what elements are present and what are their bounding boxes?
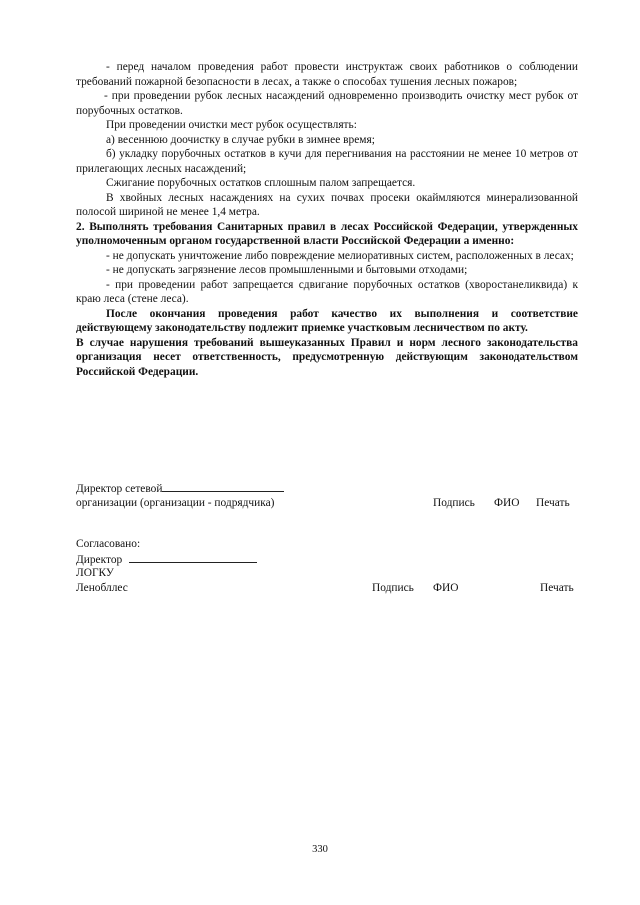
signature-fio-label: ФИО xyxy=(494,496,520,509)
paragraph-fire-instruction: - перед началом проведения работ провести инструктаж своих работников о соблюдении требований пожарной безопасности в лесах, а также о способах тушения лесных пожаров; xyxy=(76,61,578,88)
paragraph-item-a: а) весеннюю доочистку в случае рубки в зимнее время; xyxy=(106,133,375,146)
paragraph-burning-ban: Сжигание порубочных остатков сплошным палом запрещается. xyxy=(106,177,416,189)
approval-sign-label: Подпись xyxy=(372,581,414,594)
section-heading-2: 2. Выполнять требования Санитарных правил в лесах Российской Федерации, утвержденных уполномоченным органом государственной власти Российской Федерации а именно: xyxy=(76,220,578,247)
paragraph-cleanup: - при проведении рубок лесных насаждений одновременно производить очистку мест рубок от порубочных остатков. xyxy=(76,90,578,117)
signature-sign-label: Подпись xyxy=(433,496,475,509)
signature-block-approval xyxy=(76,537,578,595)
paragraph-acceptance: После окончания проведения работ качество их выполнения и соответствие действующему законодательству подлежит приемке участковым лесничеством по акту. xyxy=(76,307,578,334)
signature-block-contractor xyxy=(76,481,578,510)
approval-stamp-label: Печать xyxy=(540,581,574,594)
approval-director-label: Директор xyxy=(76,553,123,566)
paragraph-mineral-strip: В хвойных лесных насаждениях на сухих почвах просеки окаймляются минерализованной полосой шириной не менее 1,4 метра. xyxy=(76,191,578,218)
approval-org2-label: Ленобллес xyxy=(76,581,128,594)
page-number: 330 xyxy=(312,844,328,855)
approval-org-label: ЛОГКУ xyxy=(76,567,114,579)
signature-stamp-label: Печать xyxy=(536,496,570,509)
approval-fio-label: ФИО xyxy=(433,581,459,594)
approval-agreed-label: Согласовано: xyxy=(76,538,141,550)
paragraph-liability: В случае нарушения требований вышеуказанных Правил и норм лесного законодательства организация несет ответственность, предусмотренную действующим законодательством Российской Федерации. xyxy=(76,336,578,378)
paragraph-pollution: - не допускать загрязнение лесов промышленными и бытовыми отходами; xyxy=(106,264,468,276)
paragraph-cleanup-intro: При проведении очистки мест рубок осуществлять: xyxy=(106,119,357,131)
signature-director-label: Директор сетевой xyxy=(76,483,163,495)
paragraph-item-b: б) укладку порубочных остатков в кучи для перегнивания на расстоянии не менее 10 метров от прилегающих лесных насаждений; xyxy=(76,148,578,175)
paragraph-slash-removal: - при проведении работ запрещается сдвигание порубочных остатков (хворостанеликвида) к краю леса (стене леса). xyxy=(76,278,578,305)
document-body xyxy=(76,60,578,379)
paragraph-melioration: - не допускать уничтожение либо повреждение мелиоративных систем, расположенных в лесах; xyxy=(106,249,574,262)
signature-org-label: организации (организации - подрядчика) xyxy=(76,496,275,509)
approval-signature-line xyxy=(129,552,257,563)
signature-line xyxy=(162,481,284,492)
